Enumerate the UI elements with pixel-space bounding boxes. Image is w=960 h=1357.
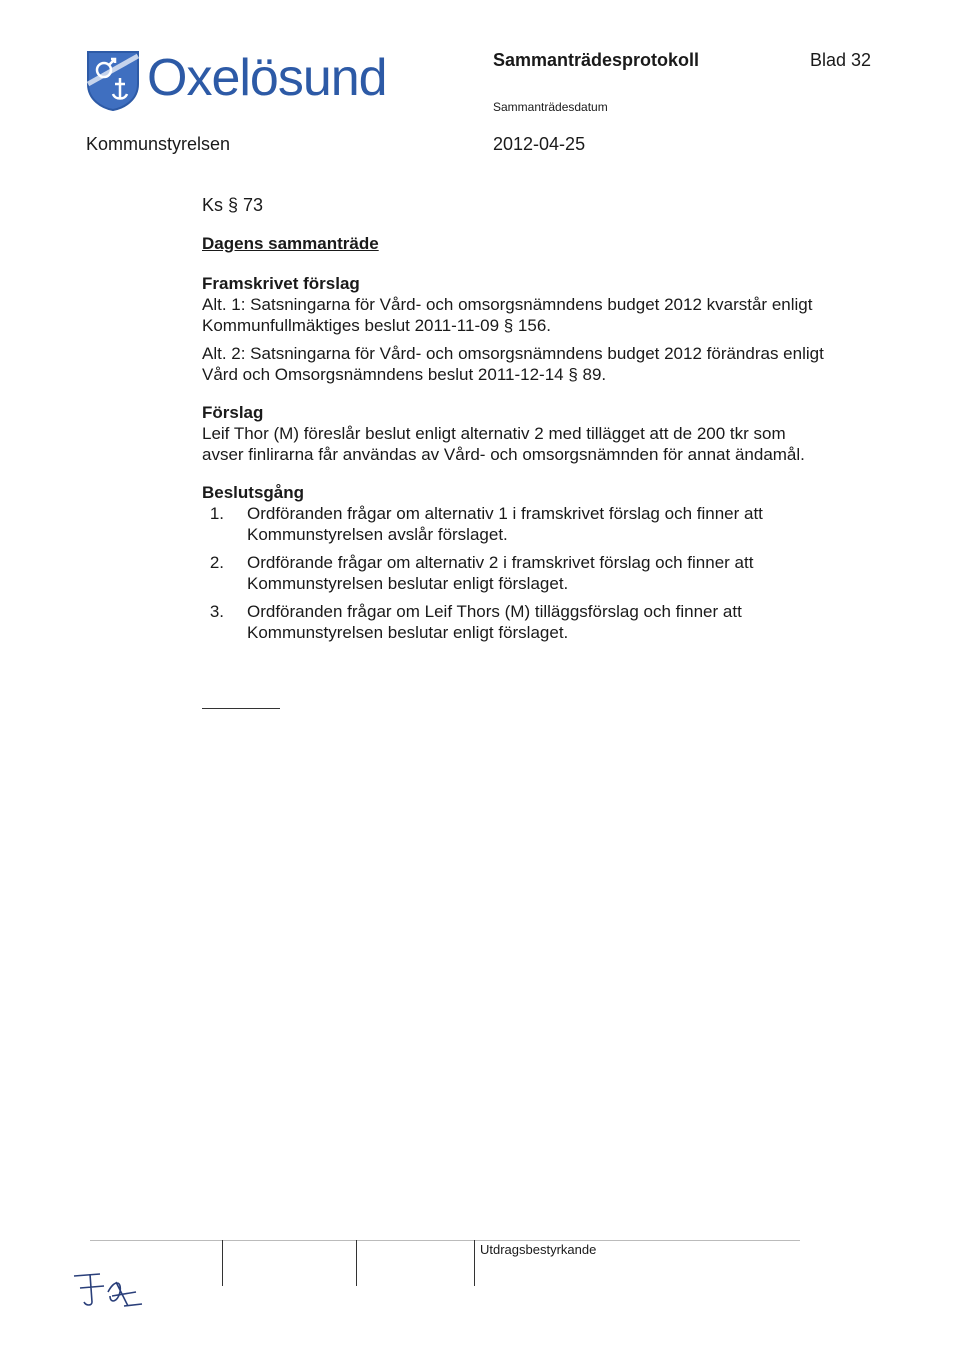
proposal-line2: avser finlirarna får användas av Vård- och omsorgsnämnden för annat ändamål. bbox=[202, 445, 805, 464]
step-line: Ordföranden frågar om alternativ 1 i framskrivet förslag och finner att bbox=[247, 504, 763, 523]
section-end-rule bbox=[202, 708, 280, 709]
list-text bbox=[247, 601, 837, 643]
step-line: Ordförande frågar om alternativ 2 i framskrivet förslag och finner att bbox=[247, 553, 754, 572]
alt2-line1: Alt. 2: Satsningarna för Vård- och omsorgsnämndens budget 2012 förändras enligt bbox=[202, 344, 824, 363]
list-number: 3. bbox=[209, 602, 224, 621]
step-line: Ordföranden frågar om Leif Thors (M) tilläggsförslag och finner att bbox=[247, 602, 742, 621]
signature-divider bbox=[356, 1240, 357, 1286]
org-name: Oxelösund bbox=[147, 49, 387, 107]
proposal-line1: Leif Thor (M) föreslår beslut enligt alternativ 2 med tillägget att de 200 tkr som bbox=[202, 424, 786, 443]
list-text bbox=[247, 503, 837, 545]
coat-of-arms-icon bbox=[84, 48, 142, 112]
list-number: 1. bbox=[209, 504, 224, 523]
sheet-number: Blad 32 bbox=[810, 50, 872, 70]
department-name: Kommunstyrelsen bbox=[86, 134, 231, 154]
written-proposal-heading: Framskrivet förslag bbox=[202, 274, 360, 293]
procedure-heading: Beslutsgång bbox=[202, 483, 305, 502]
signature-divider bbox=[474, 1240, 475, 1286]
proposal-heading: Förslag bbox=[202, 403, 264, 422]
date-label: Sammanträdesdatum bbox=[493, 100, 608, 114]
list-number: 2. bbox=[209, 553, 224, 572]
list-text bbox=[247, 552, 837, 594]
alt1-line2: Kommunfullmäktiges beslut 2011-11-09 § 156. bbox=[202, 316, 552, 335]
list-item bbox=[200, 503, 840, 545]
section-heading: Dagens sammanträde bbox=[202, 234, 379, 253]
case-number: Ks § 73 bbox=[202, 195, 264, 215]
step-line: Kommunstyrelsen beslutar enligt förslaget. bbox=[247, 574, 569, 593]
step-line: Kommunstyrelsen avslår förslaget. bbox=[247, 525, 508, 544]
handwritten-initials bbox=[70, 1262, 150, 1318]
step-line: Kommunstyrelsen beslutar enligt förslaget. bbox=[247, 623, 569, 642]
list-item bbox=[200, 601, 840, 643]
list-item bbox=[200, 552, 840, 594]
municipality-logo bbox=[84, 48, 387, 112]
certifier-label: Utdragsbestyrkande bbox=[480, 1242, 597, 1257]
meeting-date: 2012-04-25 bbox=[493, 134, 586, 154]
alt2-line2: Vård och Omsorgsnämndens beslut 2011-12-14 § 89. bbox=[202, 365, 607, 384]
alt1-line1: Alt. 1: Satsningarna för Vård- och omsorgsnämndens budget 2012 kvarstår enligt bbox=[202, 295, 813, 314]
footer-rule bbox=[90, 1240, 800, 1241]
document-title: Sammanträdesprotokoll bbox=[493, 50, 700, 70]
signature-divider bbox=[222, 1240, 223, 1286]
